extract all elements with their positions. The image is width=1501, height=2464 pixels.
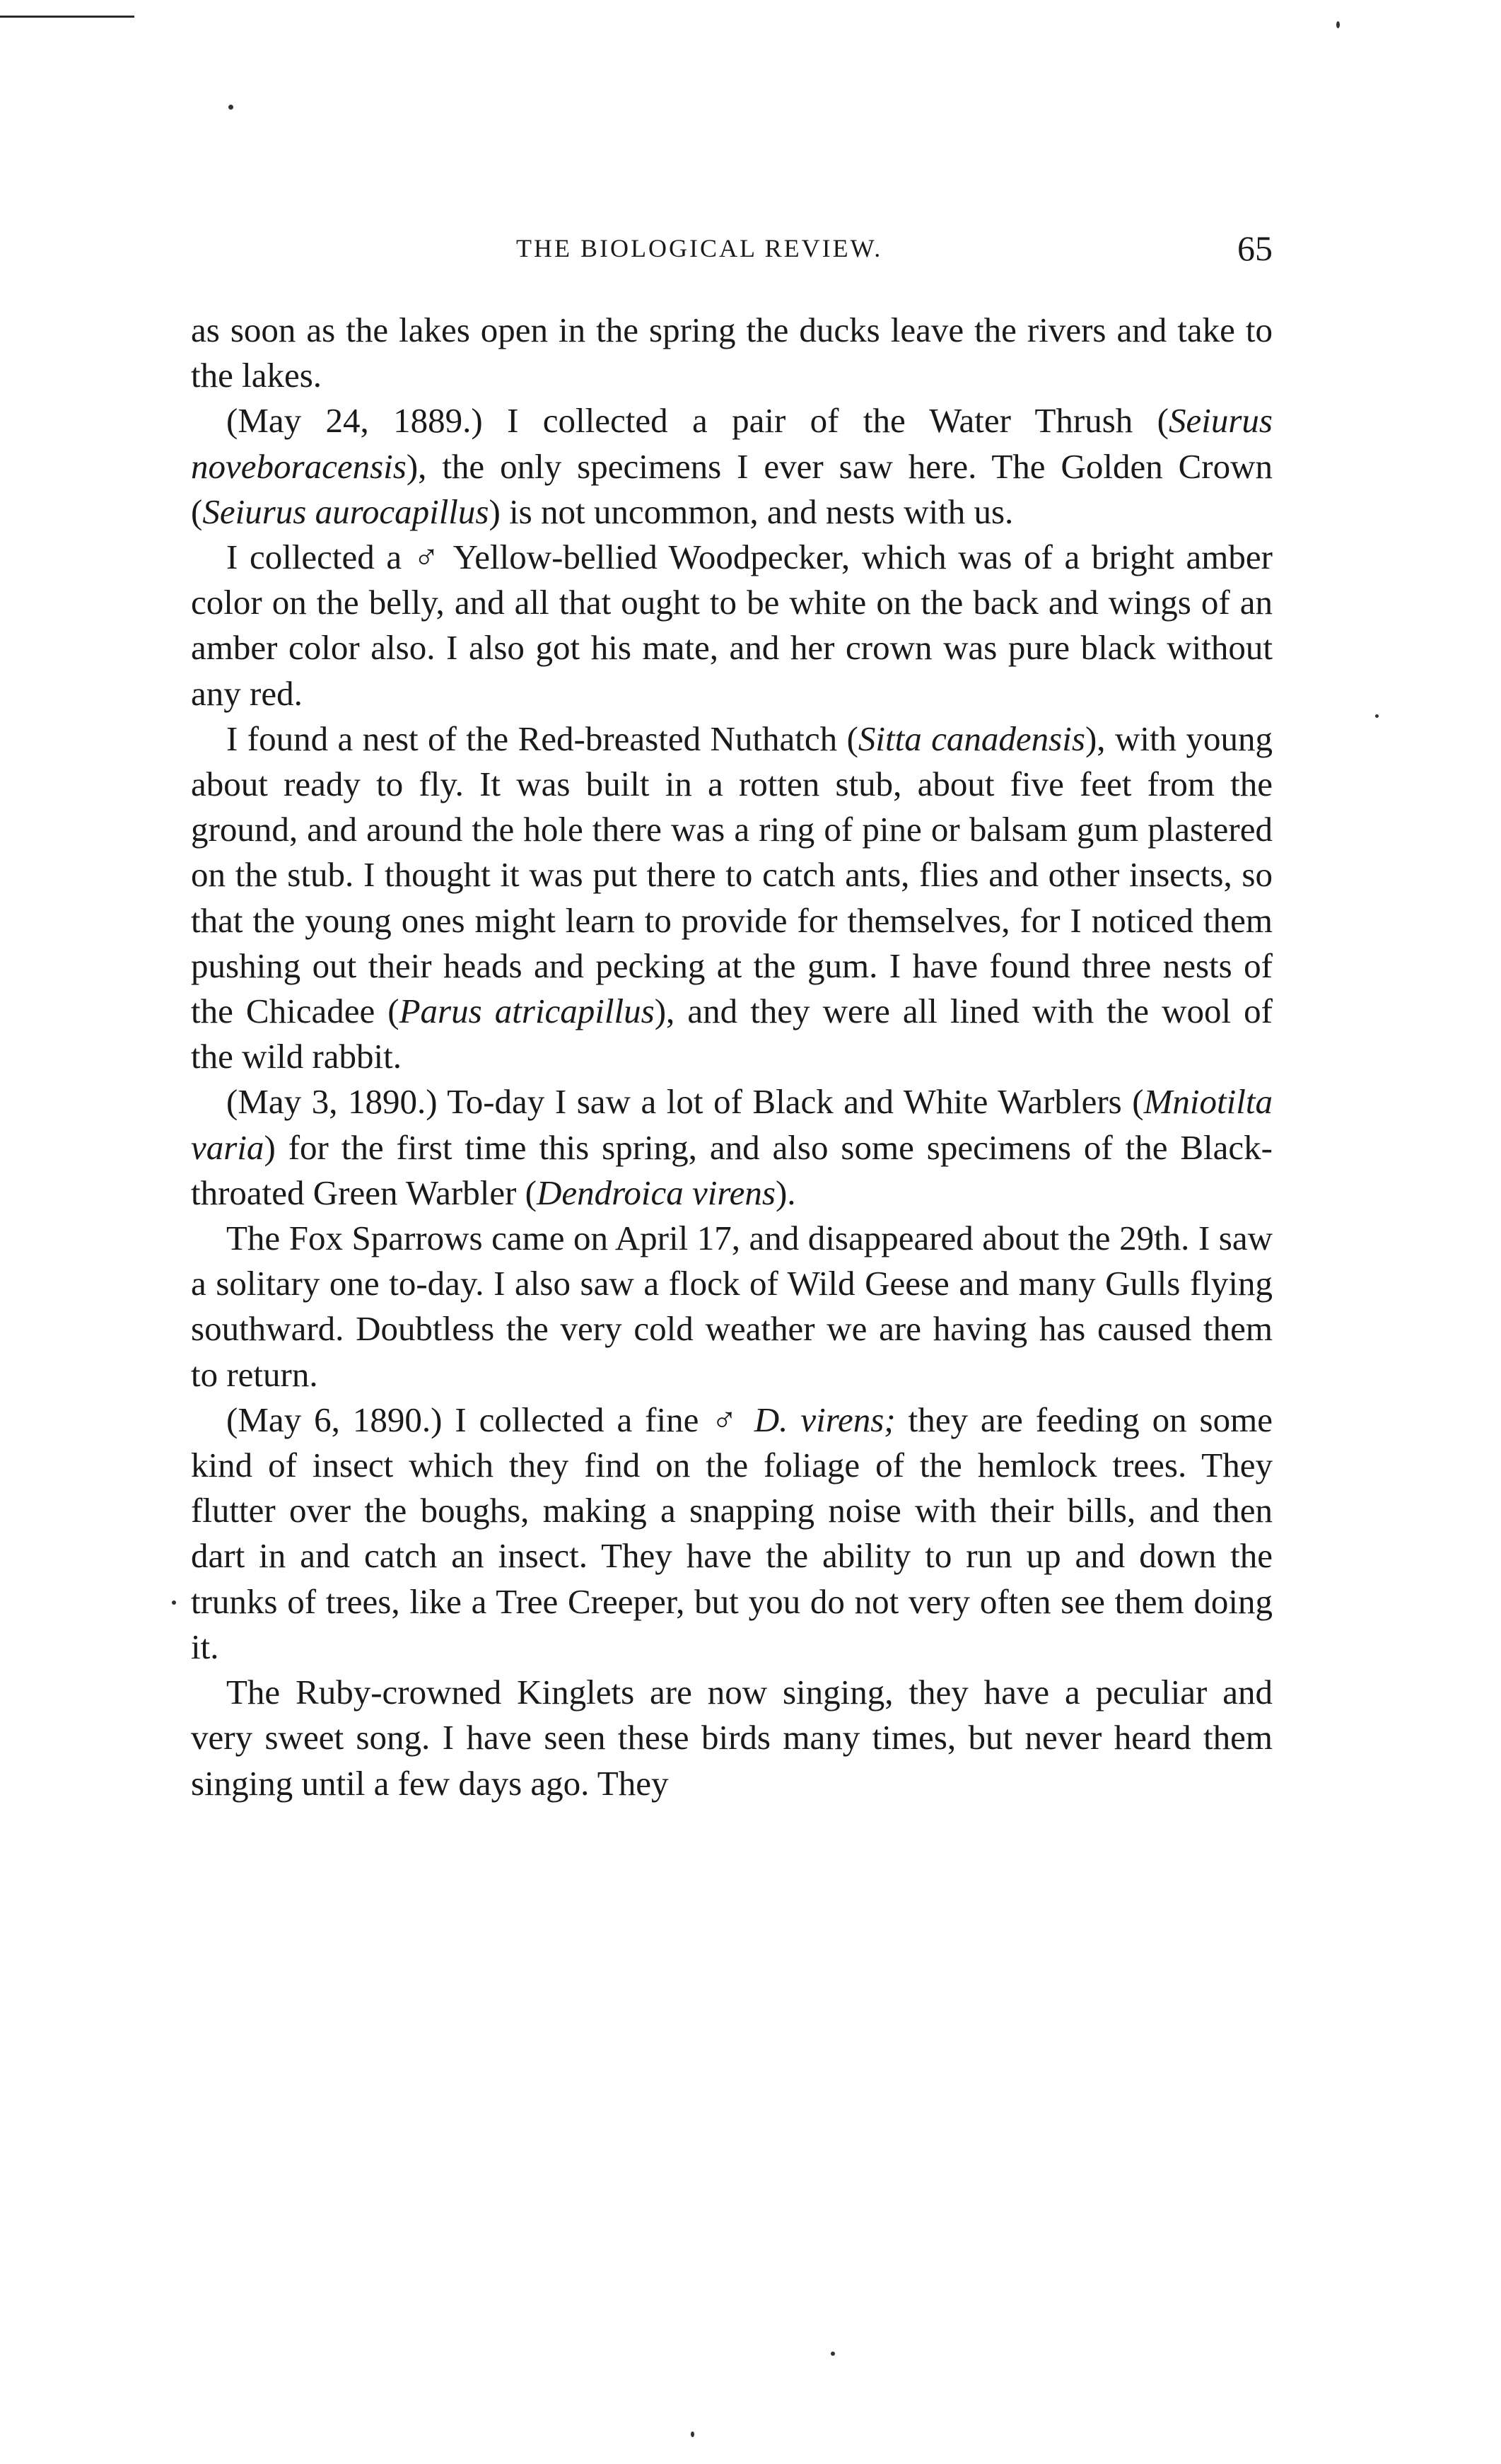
species-name: Mniotilta varia [191, 1082, 1273, 1167]
text-run: ), and they were all lined with the wool of the wild rabbit. [191, 992, 1273, 1076]
text-run: I found a nest of the Red-breasted Nuthatch ( [226, 719, 858, 758]
text-run: ), the only specimens I ever saw here. The Golden Crown ( [191, 446, 1273, 531]
text-run: The Fox Sparrows came on April 17, and disappeared about the 29th. I saw a solitary one to-day. I also saw a flock of Wild Geese and many Gulls flying southward. Doubtless the very cold weather we are having has caused them to return. [191, 1219, 1273, 1394]
scan-speck [691, 2431, 694, 2437]
text-run: (May 24, 1889.) I collected a pair of the Water Thrush ( [226, 401, 1169, 441]
paragraph-p8 [191, 1670, 1273, 1806]
species-name: Seiurus aurocapillus [202, 492, 489, 531]
species-name: Dendroica virens [537, 1173, 776, 1212]
paragraph-p7 [191, 1397, 1273, 1670]
scan-speck [831, 2352, 835, 2356]
running-head: THE BIOLOGICAL REVIEW. [516, 234, 883, 262]
scan-speck [172, 1600, 176, 1605]
text-run: (May 6, 1890.) I collected a fine ♂ [226, 1400, 754, 1439]
page-number: 65 [1237, 228, 1273, 268]
scan-edge-rule [0, 16, 134, 18]
species-name: Sitta canadensis [858, 719, 1085, 758]
paragraph-p2 [191, 398, 1273, 535]
text-run: The Ruby-crowned Kinglets are now singing, they have a peculiar and very sweet song. I have seen these birds many times, but never heard them singing until a few days ago. They [191, 1673, 1273, 1803]
scan-speck [1375, 714, 1379, 718]
paragraph-p3 [191, 535, 1273, 716]
text-run: (May 3, 1890.) To-day I saw a lot of Black and White Warblers ( [226, 1082, 1144, 1122]
paragraph-p6 [191, 1216, 1273, 1397]
page-header [191, 228, 1273, 277]
text-run: ), with young about ready to fly. It was built in a rotten stub, about five feet from the ground, and around the hole there was a ring of pine or balsam gum plastered on the stub. I thought it was put there to catch ants, flies and other insects, so that the young ones might learn to provide for themselves, for I noticed them pushing out their heads and pecking at the gum. I have found three nests of the Chicadee ( [191, 719, 1273, 1031]
paragraph-p1 [191, 308, 1273, 398]
species-name: D. virens; [754, 1400, 896, 1439]
species-name: Parus atricapillus [399, 992, 655, 1031]
text-run: I collected a ♂ Yellow-bellied Woodpecker, which was of a bright amber color on the belly, and all that ought to be white on the back and wings of an amber color also. I also got his mate, and her crown was pure black without any red. [191, 537, 1273, 713]
scan-speck [228, 105, 233, 110]
paragraph-p5 [191, 1079, 1273, 1216]
scan-speck [1336, 21, 1340, 28]
text-run: ) for the first time this spring, and also some specimens of the Black-throated Green Warbler ( [191, 1127, 1273, 1212]
text-run: ) is not uncommon, and nests with us. [489, 492, 1014, 531]
text-run: ). [775, 1173, 796, 1212]
species-name: Seiurus noveboracensis [191, 401, 1273, 486]
body-text [191, 308, 1273, 1806]
text-run: they are feeding on some kind of insect which they find on the foliage of the hemlock trees. They flutter over the boughs, making a snapping noise with their bills, and then dart in and catch an insect. They have the ability to run up and down the trunks of trees, like a Tree Creeper, but you do not very often see them doing it. [191, 1400, 1273, 1666]
paragraph-p4 [191, 716, 1273, 1080]
text-run: as soon as the lakes open in the spring the ducks leave the rivers and take to the lakes. [191, 310, 1273, 395]
